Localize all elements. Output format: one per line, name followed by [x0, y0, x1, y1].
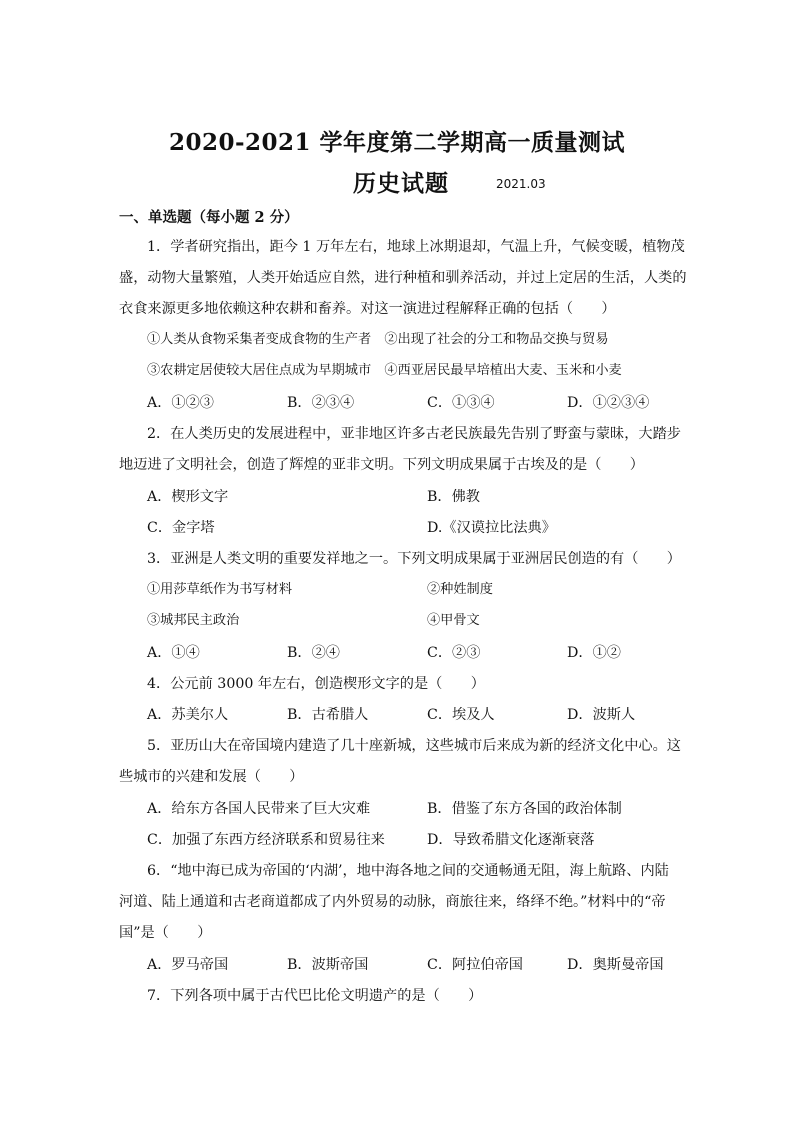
statement-line: ④甲骨文 [427, 613, 480, 628]
answer-option[interactable]: D．①②③④ [567, 395, 650, 411]
answer-option[interactable]: D．导致希腊文化逐渐衰落 [427, 832, 595, 848]
answer-option[interactable]: A．①②③ [147, 395, 214, 411]
question-text: 1．学者研究指出，距今 1 万年左右，地球上冰期退却，气温上升，气候变暖，植物茂 [147, 239, 685, 255]
statement-line: ②种姓制度 [427, 582, 493, 597]
subtitle-row [0, 165, 794, 199]
answer-option[interactable]: C．金字塔 [147, 520, 215, 536]
question-text: 些城市的兴建和发展（ ） [119, 769, 304, 785]
statement-line: ③农耕定居使较大居住点成为早期城市 ④西亚居民最早培植出大麦、玉米和小麦 [147, 363, 622, 378]
answer-option[interactable]: C．埃及人 [427, 707, 495, 723]
answer-option[interactable]: A．给东方各国人民带来了巨大灾难 [147, 801, 371, 817]
question-text: 3．亚洲是人类文明的重要发祥地之一。下列文明成果属于亚洲居民创造的有（ ） [147, 551, 681, 567]
question-text: 7．下列各项中属于古代巴比伦文明遗产的是（ ） [147, 988, 483, 1004]
answer-option[interactable]: C．加强了东西方经济联系和贸易往来 [147, 832, 385, 848]
section-heading: 一、单选题（每小题 2 分） [119, 209, 299, 226]
question-text: 2．在人类历史的发展进程中，亚非地区许多古老民族最先告别了野蛮与蒙昧，大踏步 [147, 426, 681, 442]
question-text: 国”是（ ） [119, 925, 212, 941]
statement-line: ①用莎草纸作为书写材料 [147, 582, 293, 597]
answer-option[interactable]: C．②③ [427, 645, 481, 661]
answer-option[interactable]: B．②③④ [287, 395, 355, 411]
answer-option[interactable]: D．①② [567, 645, 621, 661]
answer-option[interactable]: B．佛教 [427, 489, 480, 505]
answer-option[interactable]: B．古希腊人 [287, 707, 369, 723]
answer-option[interactable]: A．罗马帝国 [147, 957, 229, 973]
question-text: 5．亚历山大在帝国境内建造了几十座新城，这些城市后来成为新的经济文化中心。这 [147, 738, 681, 754]
exam-date: 2021.03 [496, 177, 546, 191]
answer-option[interactable]: B．②④ [287, 645, 340, 661]
answer-option[interactable]: B．借鉴了东方各国的政治体制 [427, 801, 622, 817]
question-text: 河道、陆上通道和古老商道都成了内外贸易的动脉，商旅往来，络绎不绝。”材料中的“帝 [119, 894, 666, 910]
answer-option[interactable]: D．波斯人 [567, 707, 636, 723]
answer-option[interactable]: A．苏美尔人 [147, 707, 229, 723]
question-text: 4．公元前 3000 年左右，创造楔形文字的是（ ） [147, 676, 485, 692]
question-text: 地迈进了文明社会，创造了辉煌的亚非文明。下列文明成果属于古埃及的是（ ） [119, 457, 644, 473]
answer-option[interactable]: D.《汉谟拉比法典》 [427, 520, 556, 536]
exam-title: 2020-2021 学年度第二学期高一质量测试 [168, 129, 626, 156]
answer-option[interactable]: B．波斯帝国 [287, 957, 369, 973]
answer-option[interactable]: A．楔形文字 [147, 489, 229, 505]
exam-subtitle: 历史试题 [353, 170, 449, 197]
answer-option[interactable]: C．①③④ [427, 395, 495, 411]
question-text: 盛，动物大量繁殖，人类开始适应自然，进行种植和驯养活动，并过上定居的生活，人类的 [119, 270, 687, 286]
answer-option[interactable]: C．阿拉伯帝国 [427, 957, 523, 973]
statement-line: ③城邦民主政治 [147, 613, 240, 628]
question-text: 6．“地中海已成为帝国的‘内湖’，地中海各地之间的交通畅通无阻，海上航路、内陆 [147, 863, 669, 879]
answer-option[interactable]: D．奥斯曼帝国 [567, 957, 664, 973]
question-text: 衣食来源更多地依赖这种农耕和畜养。对这一演进过程解释正确的包括（ ） [119, 301, 616, 317]
statement-line: ①人类从食物采集者变成食物的生产者 ②出现了社会的分工和物品交换与贸易 [147, 332, 609, 347]
answer-option[interactable]: A．①④ [147, 645, 200, 661]
